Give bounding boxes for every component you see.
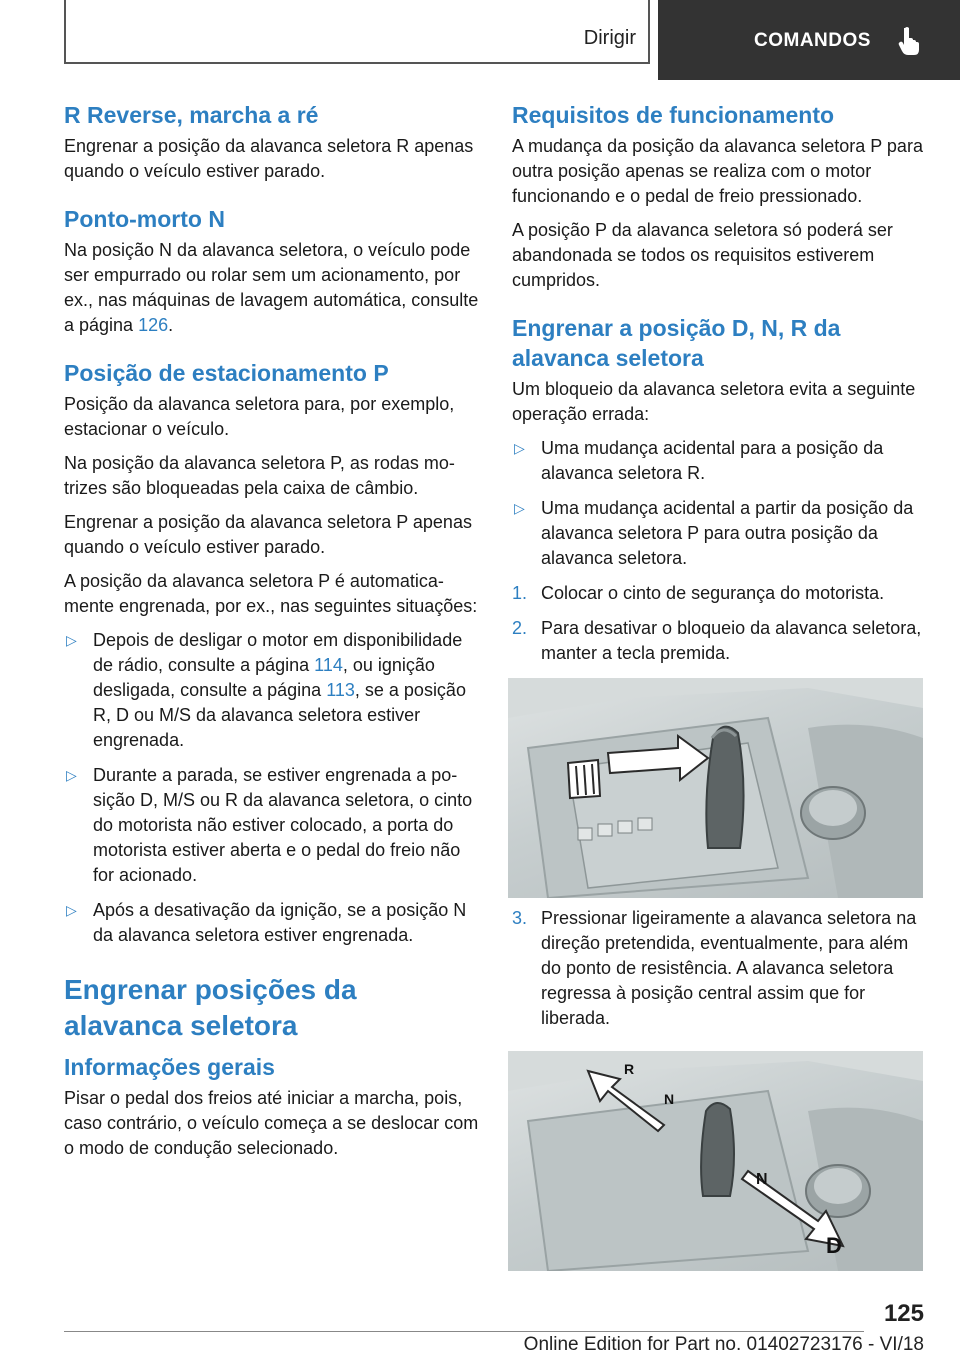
step-number: 2. bbox=[512, 618, 528, 638]
direction-label-d: D bbox=[826, 1233, 842, 1258]
selector-lever-button-illustration bbox=[508, 678, 923, 898]
section-title-neutral: Ponto-morto N bbox=[64, 206, 225, 232]
step-number: 1. bbox=[512, 583, 528, 603]
gear-directions-drawing bbox=[508, 1051, 923, 1271]
selector-lever-directions-illustration bbox=[508, 1051, 923, 1271]
footer-divider bbox=[64, 1331, 864, 1332]
right-column bbox=[512, 100, 924, 1041]
section-title-park: Posição de estacionamento P bbox=[64, 360, 389, 386]
section-title-engage-dnr: Engrenar a posição D, N, R da alavanca seletora bbox=[512, 315, 841, 371]
paragraph: Na posição da alavanca seletora P, as rodas motrizes são bloqueadas pela caixa de câmbio. bbox=[64, 453, 455, 498]
list-item bbox=[64, 763, 479, 888]
triangle-bullet-icon: ▷ bbox=[514, 500, 525, 516]
step-item bbox=[512, 581, 924, 606]
paragraph: Engrenar a posição da alavanca seletora R apenas quando o veículo estiver parado. bbox=[64, 136, 474, 181]
step-number: 3. bbox=[512, 908, 528, 928]
section-title-reverse: R Reverse, marcha a ré bbox=[64, 102, 319, 128]
text: Depois de desligar o motor em disponibilidade de rádio, consulte a página bbox=[93, 630, 463, 675]
paragraph: A mudança da posição da alavanca seletora P para outra posição apenas se realiza com o motor funcionando e o pedal de freio pressionado. bbox=[512, 136, 923, 206]
section-title-general-info: Informações gerais bbox=[64, 1054, 275, 1080]
lock-prevention-list bbox=[512, 436, 924, 571]
triangle-bullet-icon: ▷ bbox=[66, 767, 77, 783]
header-section-title: Dirigir bbox=[583, 27, 636, 49]
section-title-engage-positions: Engrenar posições da alavanca seletora bbox=[64, 974, 357, 1041]
text: , se a posição R, D ou M/S da alavanca seletora estiver engrenada. bbox=[93, 680, 466, 750]
text: . bbox=[168, 315, 174, 335]
page-link-126[interactable]: 126 bbox=[138, 315, 169, 335]
list-item bbox=[512, 496, 924, 571]
park-situations-list bbox=[64, 628, 479, 948]
triangle-bullet-icon: ▷ bbox=[66, 902, 77, 918]
pointing-hand-icon bbox=[898, 26, 922, 56]
list-item bbox=[64, 898, 479, 948]
list-item bbox=[64, 628, 479, 753]
paragraph: Pisar o pedal dos freios até iniciar a marcha, pois, caso contrário, o veículo começa a se deslocar com o modo de condução selecionado. bbox=[64, 1088, 479, 1158]
page-number: 125 bbox=[883, 1300, 924, 1327]
text: Uma mudança acidental a partir da posição da alavanca seletora P para outra posição da alavanca seletora. bbox=[541, 498, 914, 568]
paragraph: A posição P da alavanca seletora só poderá ser abandonada se todos os requisitos estiverem cumpridos. bbox=[512, 220, 893, 290]
text: Colocar o cinto de segurança do motorista. bbox=[541, 583, 885, 603]
paragraph: Engrenar a posição da alavanca seletora P apenas quando o veículo estiver parado. bbox=[64, 512, 472, 557]
header-chapter-title: COMANDOS bbox=[754, 30, 871, 51]
text: Uma mudança acidental para a posição da alavanca seletora R. bbox=[541, 438, 884, 483]
paragraph: Um bloqueio da alavanca seletora evita a seguinte operação errada: bbox=[512, 379, 916, 424]
text: Durante a parada, se estiver engrenada a posição D, M/S ou R da alavanca seletora, o cinto do motorista não estiver colocado, a porta do motorista estiver aberta e o pedal do freio não for acionado. bbox=[93, 765, 473, 885]
paragraph: A posição da alavanca seletora P é automaticamente engrenada, por ex., nas seguintes situações: bbox=[64, 571, 478, 616]
header-section-box bbox=[64, 0, 650, 64]
steps-list-continued bbox=[512, 906, 924, 1031]
list-item bbox=[512, 436, 924, 486]
text: Para desativar o bloqueio da alavanca seletora, manter a tecla premida. bbox=[541, 618, 922, 663]
gear-selector-drawing bbox=[508, 678, 923, 898]
page-link-113[interactable]: 113 bbox=[326, 680, 355, 700]
text: , ou ignição desligada, consulte a página bbox=[93, 655, 435, 700]
step-item bbox=[512, 906, 924, 1031]
steps-list bbox=[512, 581, 924, 666]
page-link-114[interactable]: 114 bbox=[314, 655, 343, 675]
paragraph: Posição da alavanca seletora para, por exemplo, estacionar o veículo. bbox=[64, 394, 455, 439]
step-item bbox=[512, 616, 924, 666]
direction-label-n-upper: N bbox=[664, 1091, 675, 1107]
text: Pressionar ligeiramente a alavanca seletora na direção pretendida, eventualmente, para além do ponto de resistência. A alavanca seletora regressa à posição central assim que for liberada. bbox=[541, 908, 917, 1028]
paragraph-with-link bbox=[64, 238, 479, 338]
edition-note: Online Edition for Part no. 01402723176 - VI/18 bbox=[523, 1334, 924, 1355]
text: Na posição N da alavanca seletora, o veículo pode ser empurrado ou rolar sem um acionamento, por ex., nas máquinas de lavagem automática, consulte a página bbox=[64, 240, 479, 335]
direction-label-n-lower: N bbox=[756, 1171, 768, 1188]
header-chapter-tab bbox=[658, 0, 960, 80]
triangle-bullet-icon: ▷ bbox=[514, 440, 525, 456]
section-title-requirements: Requisitos de funcionamento bbox=[512, 102, 835, 128]
left-column bbox=[64, 100, 479, 1170]
text: Após a desativação da ignição, se a posição N da alavanca seletora estiver engrenada. bbox=[93, 900, 467, 945]
direction-label-r: R bbox=[624, 1061, 635, 1077]
triangle-bullet-icon: ▷ bbox=[66, 632, 77, 648]
